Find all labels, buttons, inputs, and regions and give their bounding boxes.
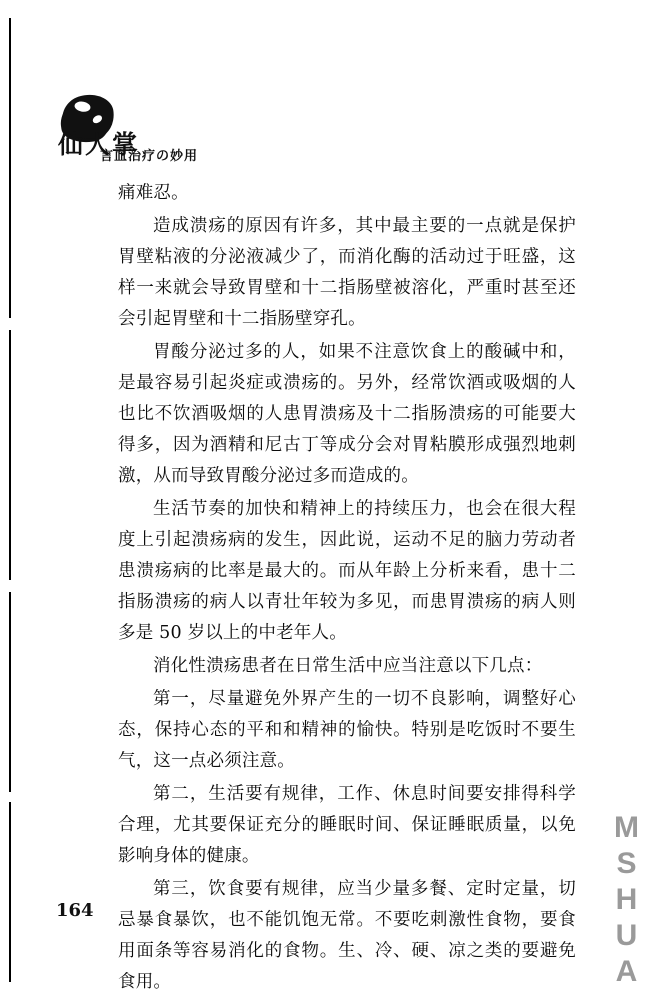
paragraph: 第三，饮食要有规律，应当少量多餐、定时定量，切忌暴食暴饮，也不能饥饱无常。不要吃刺激性食物，要食用面条等容易消化的食物。生、冷、硬、凉之类的要避免食用。 bbox=[118, 879, 576, 992]
gutter-rule-segment bbox=[9, 592, 11, 792]
logo-subtitle: 言血治疗の妙用 bbox=[100, 149, 199, 164]
gutter-rule-segment bbox=[9, 18, 11, 318]
paragraph: 造成溃疡的原因有许多，其中最主要的一点就是保护胃壁粘液的分泌液减少了，而消化酶的活动过于旺盛，这样一来就会导致胃壁和十二指肠壁被溶化，严重时甚至还会引起胃壁和十二指肠壁穿孔。 bbox=[118, 216, 576, 329]
paragraph: 生活节奏的加快和精神上的持续压力，也会在很大程度上引起溃疡病的发生，因此说，运动不足的脑力劳动者患溃疡病的比率是最大的。而从年龄上分析来看，患十二指肠溃疡的病人以青壮年较为多见，而患胃溃疡的病人则多是 50 岁以上的中老年人。 bbox=[118, 499, 576, 643]
paragraph: 胃酸分泌过多的人，如果不注意饮食上的酸碱中和，是最容易引起炎症或溃疡的。另外，经常饮酒或吸烟的人也比不饮酒吸烟的人患胃溃疡及十二指肠溃疡的可能要大得多，因为酒精和尼古丁等成分会对胃粘膜形成强烈地刺激，从而导致胃酸分泌过多而造成的。 bbox=[118, 342, 576, 486]
logo-title: 仙人掌 bbox=[58, 130, 140, 159]
paragraph: 第一，尽量避免外界产生的一切不良影响，调整好心态，保持心态的平和和精神的愉快。特别是吃饭时不要生气，这一点必须注意。 bbox=[118, 689, 576, 771]
watermark: MSHUA bbox=[610, 811, 643, 991]
gutter-rule-segment bbox=[9, 802, 11, 982]
page-number: 164 bbox=[56, 900, 94, 921]
paragraph: 第二，生活要有规律，工作、休息时间要安排得科学合理，尤其要保证充分的睡眠时间、保证睡眠质量，以免影响身体的健康。 bbox=[118, 784, 576, 866]
page-body bbox=[118, 178, 576, 1000]
paragraph: 痛难忍。 bbox=[118, 183, 189, 203]
paragraph: 消化性溃疡患者在日常生活中应当注意以下几点： bbox=[153, 656, 543, 676]
book-logo bbox=[58, 95, 228, 164]
gutter-rule-segment bbox=[9, 330, 11, 580]
